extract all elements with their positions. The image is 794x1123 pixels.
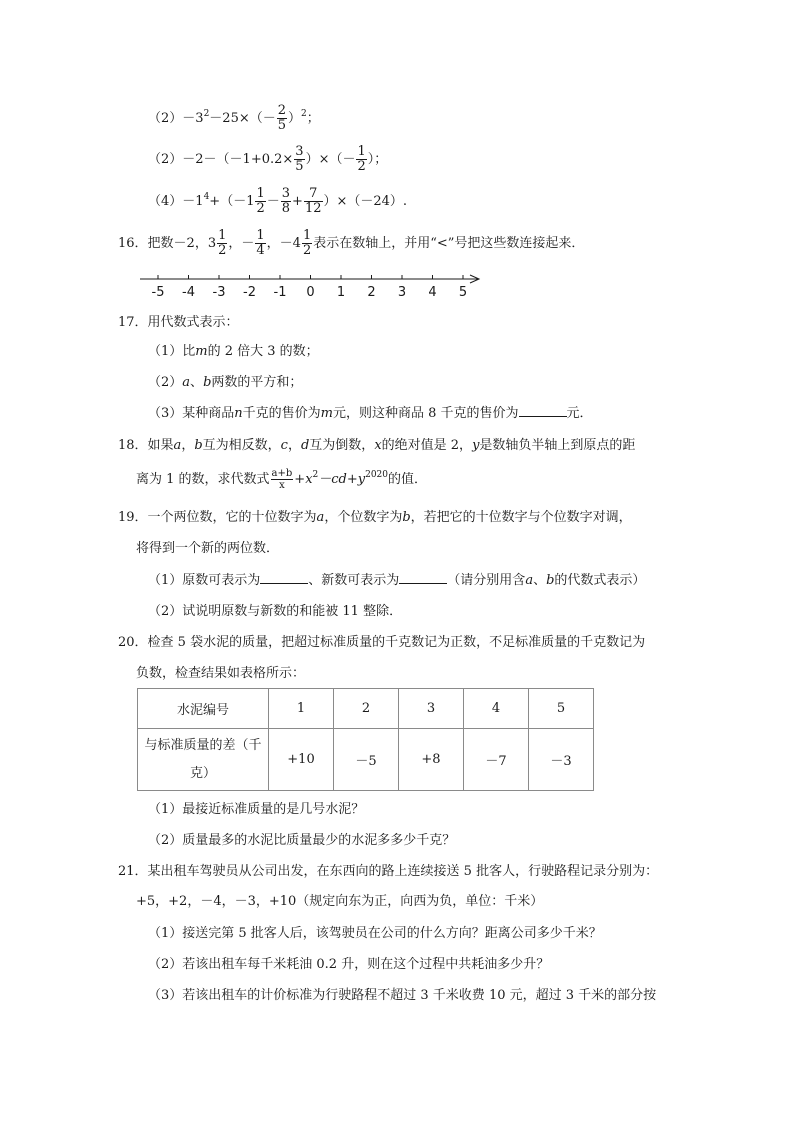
- fraction: [217, 229, 227, 258]
- question-text: ，: [287, 438, 301, 453]
- question-text: 18．如果: [118, 438, 174, 453]
- table-row-header: [138, 729, 269, 791]
- expr-text: ；: [306, 111, 320, 126]
- q18-line1: [118, 436, 635, 456]
- part-label: （4）: [148, 194, 183, 209]
- variable: c: [280, 438, 288, 453]
- denominator: 2: [302, 243, 312, 258]
- q20-line1: 20．检查 5 袋水泥的质量，把超过标准质量的千克数记为正数，不足标准质量的千克数记为: [118, 635, 646, 650]
- question-text: 互为倒数，: [309, 438, 375, 453]
- exponent: 4: [203, 192, 210, 202]
- expr-text: －2－（－1+0.2×: [182, 152, 294, 167]
- table-cell: －3: [529, 729, 594, 791]
- table-header-cell: 1: [269, 689, 334, 729]
- question-text: 表示在数轴上，并用“<”号把这些数连接起来．: [313, 236, 585, 251]
- answer-blank[interactable]: [260, 571, 308, 584]
- variable: a: [182, 375, 191, 390]
- variable: n: [234, 406, 243, 421]
- denominator: 12: [304, 201, 322, 216]
- fraction: [271, 468, 294, 491]
- q17-sub3: [148, 404, 593, 424]
- q20-sub1: （1）最接近标准质量的是几号水泥？: [148, 802, 365, 817]
- fraction: [356, 145, 366, 174]
- number-line-label: 1: [336, 285, 346, 300]
- q21-line2: +5，+2，－4，－3，+10（规定向东为正，向西为负，单位：千米）: [136, 894, 544, 909]
- sub-text: 、: [190, 375, 204, 390]
- number-line-label: -5: [151, 285, 165, 300]
- question-text: 的值．: [388, 472, 428, 487]
- numerator: 7: [304, 187, 323, 202]
- variable: d: [300, 438, 310, 453]
- q15-part2a: [148, 104, 320, 133]
- question-text: ，－4: [266, 236, 301, 251]
- variable: b: [194, 438, 203, 453]
- question-text: ，若把它的十位数字与个位数字对调，: [410, 510, 632, 525]
- expr-text: －: [266, 194, 280, 209]
- answer-blank[interactable]: [399, 571, 447, 584]
- denominator: 8: [281, 201, 291, 216]
- numerator: 2: [277, 103, 287, 118]
- expr-text: －1: [182, 194, 204, 209]
- number-line-label: 2: [367, 285, 376, 300]
- denominator: 2: [256, 201, 265, 216]
- question-text: 离为 1 的数，求代数式: [136, 472, 270, 487]
- sub-text: 、: [533, 573, 547, 588]
- number-line-label: 5: [458, 285, 468, 300]
- q15-part4: [148, 187, 407, 216]
- table-row: [138, 729, 594, 791]
- number-line-label: -4: [182, 285, 195, 300]
- denominator: 4: [256, 243, 265, 258]
- q19-sub2: （2）试说明原数与新数的和能被 11 整除．: [148, 604, 403, 619]
- question-text: 互为相反数，: [202, 438, 281, 453]
- question-text: ，个位数字为: [324, 510, 403, 525]
- numerator: 1: [302, 228, 312, 243]
- variable: b: [203, 375, 212, 390]
- number-line-label: -1: [273, 285, 287, 300]
- fraction: [281, 187, 291, 216]
- q17-sub1: [148, 342, 319, 362]
- variable: a: [173, 438, 182, 453]
- number-line-label: 4: [428, 285, 437, 300]
- question-text: 的绝对值是 2，: [381, 438, 473, 453]
- q19-line2: 将得到一个新的两位数．: [136, 541, 280, 556]
- fraction: [294, 145, 304, 174]
- variable: b: [402, 510, 411, 525]
- expr-text: +x: [294, 472, 313, 487]
- sub-text: （1）比: [148, 344, 196, 359]
- table-header-cell: 水泥编号: [138, 689, 269, 729]
- denominator: x: [279, 480, 285, 491]
- exponent: 2: [301, 109, 307, 119]
- question-text: ，: [181, 438, 195, 453]
- q17-title: 17．用代数式表示：: [118, 315, 239, 330]
- exponent: 2: [203, 109, 210, 119]
- table-header-cell: 2: [334, 689, 399, 729]
- variable: m: [320, 406, 333, 421]
- q19-sub1: [148, 571, 645, 591]
- row-header-line: 克）: [189, 765, 216, 781]
- q20-sub2: （2）质量最多的水泥比质量最少的水泥多多少千克？: [148, 833, 456, 848]
- expr-text: －3: [182, 111, 204, 126]
- fraction: [302, 229, 312, 258]
- exponent: 2020: [365, 470, 389, 480]
- denominator: 2: [357, 159, 366, 174]
- variable: x: [374, 438, 382, 453]
- variable: b: [546, 573, 555, 588]
- denominator: 5: [295, 159, 304, 174]
- table-header-cell: 3: [399, 689, 464, 729]
- q17-sub2: [148, 373, 302, 393]
- table-cell: －5: [334, 729, 399, 791]
- number-line-label: 3: [397, 285, 407, 300]
- answer-blank[interactable]: [519, 404, 567, 417]
- q16-question: [118, 229, 584, 258]
- table-header-row: [138, 689, 594, 729]
- table-cell: +10: [269, 729, 334, 791]
- expr-text: ）×（－: [305, 152, 356, 167]
- numerator: 3: [295, 144, 304, 159]
- question-text: 16．把数－2，3: [118, 236, 217, 251]
- number-line-label: -2: [243, 285, 256, 300]
- numerator: 1: [256, 186, 265, 201]
- fraction: [255, 187, 265, 216]
- sub-text: （3）某种商品: [148, 406, 235, 421]
- exponent: 2: [312, 470, 319, 480]
- variable: m: [195, 344, 208, 359]
- expr-text: －25×（－: [209, 111, 276, 126]
- number-line-label: 0: [306, 285, 315, 300]
- variable: a: [525, 573, 534, 588]
- expr-text: ）×（－24）.: [323, 194, 408, 209]
- numerator: 1: [357, 144, 366, 159]
- q21-line1: 21．某出租车驾驶员从公司出发，在东西向的路上连续接送 5 批客人，行驶路程记录分别为：: [118, 864, 659, 879]
- sub-text: （2）: [148, 375, 183, 390]
- fraction: [277, 104, 287, 133]
- variable: y: [472, 438, 480, 453]
- variable: a: [316, 510, 325, 525]
- part-label: （2）: [148, 152, 183, 167]
- sub-text: 两数的平方和；: [211, 375, 303, 390]
- denominator: 5: [277, 118, 287, 133]
- q21-sub3: （3）若该出租车的计价标准为行驶路程不超过 3 千米收费 10 元，超过 3 千米的部分按: [148, 988, 657, 1003]
- question-text: 是数轴负半轴上到原点的距: [479, 438, 636, 453]
- row-header-line: 与标准质量的差（千: [144, 737, 262, 753]
- sub-text: 千克的售价为: [242, 406, 321, 421]
- sub-text: 元．: [566, 406, 593, 421]
- part-label: （2）: [148, 111, 183, 126]
- expr-text: ）: [288, 111, 302, 126]
- fraction: [304, 187, 323, 216]
- numerator: a+b: [271, 468, 293, 479]
- q15-part2b: [148, 145, 387, 174]
- q21-sub2: （2）若该出租车每千米耗油 0.2 升，则在这个过程中共耗油多少升？: [148, 957, 550, 972]
- numerator: 1: [218, 228, 227, 243]
- question-text: 19．一个两位数，它的十位数字为: [118, 510, 317, 525]
- q18-line2: [136, 468, 427, 491]
- number-line: [140, 270, 485, 302]
- sub-text: 的 2 倍大 3 的数；: [207, 344, 319, 359]
- numerator: 1: [256, 228, 265, 243]
- expr-text: －cd+y: [318, 472, 366, 487]
- sub-text: 、新数可表示为: [308, 573, 400, 588]
- number-line-label: -3: [212, 285, 226, 300]
- expr-text: +: [292, 194, 303, 209]
- table-header-cell: 4: [464, 689, 529, 729]
- question-text: ，－: [228, 236, 255, 251]
- numerator: 3: [281, 186, 291, 201]
- expr-text: +（－1: [209, 194, 255, 209]
- fraction: [255, 229, 265, 258]
- expr-text: ）；: [367, 152, 388, 167]
- number-line-svg: [140, 270, 485, 302]
- denominator: 2: [218, 243, 227, 258]
- cement-table: [137, 688, 594, 791]
- sub-text: （1）原数可表示为: [148, 573, 261, 588]
- sub-text: 元，则这种商品 8 千克的售价为: [333, 406, 519, 421]
- q19-line1: [118, 508, 632, 528]
- table-cell: +8: [399, 729, 464, 791]
- q21-sub1: （1）接送完第 5 批客人后，该驾驶员在公司的什么方向？距离公司多少千米？: [148, 926, 602, 941]
- table-cell: －7: [464, 729, 529, 791]
- sub-text: （请分别用含: [447, 573, 526, 588]
- q20-line2: 负数，检查结果如表格所示：: [136, 666, 306, 681]
- sub-text: 的代数式表示）: [554, 573, 646, 588]
- table-header-cell: 5: [529, 689, 594, 729]
